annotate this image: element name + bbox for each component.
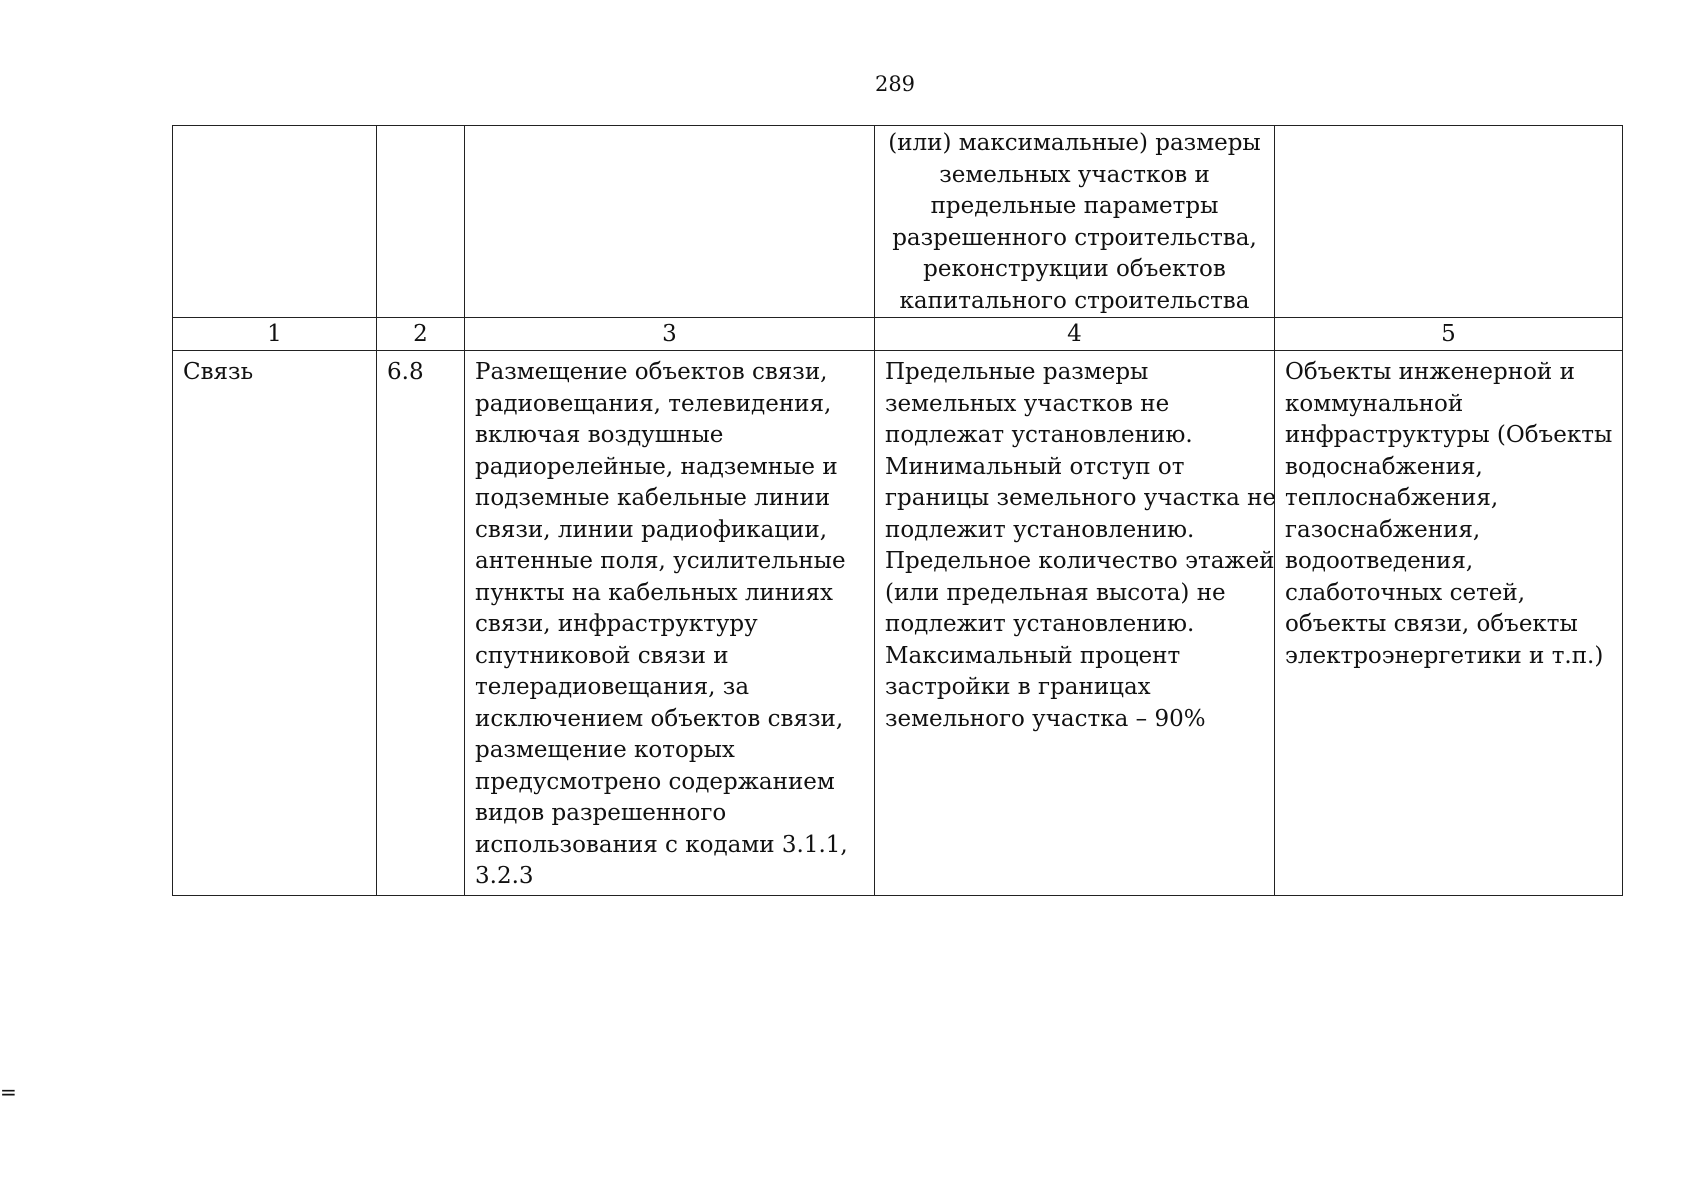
continuation-cell-5: [1275, 126, 1623, 318]
continuation-cell-4: [875, 126, 1275, 318]
continuation-cell-1: [173, 126, 377, 318]
text-line: (или предельная высота) не: [885, 579, 1226, 606]
text-line: инфраструктуры (Объекты: [1285, 422, 1613, 448]
text-line: включая воздушные: [475, 422, 724, 448]
auxiliary-uses: [1275, 351, 1623, 896]
text-line: радиорелейные, надземные и: [475, 453, 838, 480]
text-line: застройки в границах: [885, 674, 1151, 700]
limit-parameters: [875, 351, 1275, 896]
text-line: подлежит установлению.: [885, 516, 1195, 543]
table-row: [173, 351, 1623, 896]
column-number: 1: [173, 318, 377, 351]
text-line: газоснабжения,: [1285, 516, 1481, 543]
text-line: размещение которых: [475, 737, 735, 763]
text-line: подлежат установлению.: [885, 422, 1193, 448]
text-line: исключением объектов связи,: [475, 705, 844, 732]
column-number-row: [173, 318, 1623, 351]
text-line: 3.2.3: [475, 863, 534, 889]
column-number: 4: [875, 318, 1275, 351]
use-type-description: [465, 351, 875, 896]
continuation-cell-2: [377, 126, 465, 318]
text-line: объекты связи, объекты: [1285, 611, 1578, 637]
text-line: (или) максимальные) размеры: [888, 130, 1261, 156]
text-line: подземные кабельные линии: [475, 485, 831, 511]
text-line: Максимальный процент: [885, 642, 1181, 669]
text-line: антенные поля, усилительные: [475, 548, 846, 574]
use-type-name: Связь: [173, 351, 377, 896]
text-line: спутниковой связи и: [475, 642, 729, 669]
continuation-row: [173, 126, 1623, 318]
margin-mark: =: [0, 1080, 17, 1104]
text-line: Объекты инженерной и: [1285, 359, 1575, 385]
text-line: слаботочных сетей,: [1285, 579, 1526, 606]
text-line: Предельное количество этажей: [885, 548, 1275, 574]
text-line: связи, инфраструктуру: [475, 611, 758, 637]
text-line: предусмотрено содержанием: [475, 768, 835, 795]
text-line: электроэнергетики и т.п.): [1285, 642, 1604, 669]
text-line: телерадиовещания, за: [475, 674, 750, 700]
text-line: радиовещания, телевидения,: [475, 390, 832, 417]
text-line: связи, линии радиофикации,: [475, 516, 828, 543]
text-line: реконструкции объектов: [923, 256, 1226, 282]
use-type-code: 6.8: [377, 351, 465, 896]
text-line: водоснабжения,: [1285, 453, 1483, 480]
text-line: земельных участков не: [885, 390, 1170, 417]
text-line: капитального строительства: [899, 287, 1250, 314]
zoning-table: [172, 125, 1623, 896]
text-line: Предельные размеры: [885, 359, 1149, 385]
text-line: водоотведения,: [1285, 548, 1474, 574]
column-number: 2: [377, 318, 465, 351]
text-line: границы земельного участка не: [885, 485, 1277, 511]
text-line: использования с кодами 3.1.1,: [475, 831, 848, 858]
text-line: Минимальный отступ от: [885, 453, 1185, 480]
text-line: пункты на кабельных линиях: [475, 579, 833, 606]
text-line: коммунальной: [1285, 390, 1464, 417]
column-number: 5: [1275, 318, 1623, 351]
text-line: подлежит установлению.: [885, 611, 1195, 637]
page-number: 289: [874, 72, 916, 96]
text-line: Размещение объектов связи,: [475, 359, 828, 385]
text-line: видов разрешенного: [475, 800, 727, 826]
continuation-cell-3: [465, 126, 875, 318]
text-line: разрешенного строительства,: [892, 224, 1257, 251]
text-line: земельных участков и: [939, 161, 1210, 188]
text-line: теплоснабжения,: [1285, 485, 1499, 511]
text-line: предельные параметры: [930, 193, 1219, 219]
text-line: земельного участка – 90%: [885, 705, 1206, 732]
column-number: 3: [465, 318, 875, 351]
